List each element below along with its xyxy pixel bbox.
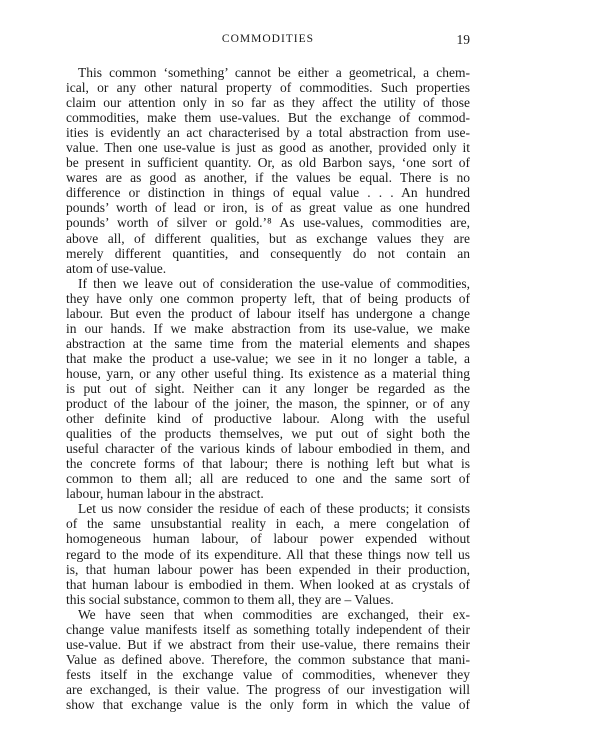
text-line: change value manifests itself as something totally independent of their <box>66 621 470 637</box>
text-line: homogeneous human labour, of labour power expended without <box>66 531 470 547</box>
text-line: show that exchange value is the only form in which the value of <box>66 696 470 712</box>
text-line: abstraction at the same time from the material elements and shapes <box>66 335 470 351</box>
paragraph <box>66 501 470 606</box>
text-line: qualities of the products themselves, we put out of sight both the <box>66 426 470 442</box>
paragraph <box>66 65 470 276</box>
text-line: This common ‘something’ cannot be either a geometrical, a chem- <box>78 65 470 80</box>
text-line: ical, or any other natural property of commodities. Such properties <box>66 80 470 96</box>
text-line: this social substance, common to them all, they are – Values. <box>66 591 394 607</box>
text-line: labour, human labour in the abstract. <box>66 486 264 502</box>
text-line: are exchanged, is their value. The progress of our investigation will <box>66 681 470 697</box>
text-line: they have only one common property left, that of being products of <box>66 290 470 306</box>
text-line: that human labour is embodied in them. When looked at as crystals of <box>66 576 470 592</box>
text-line: house, yarn, or any other useful thing. Its existence as a material thing <box>66 365 470 381</box>
text-line: use-value. But if we abstract from their use-value, there remains their <box>66 636 470 652</box>
page-number: 19 <box>456 32 470 47</box>
text-line: product of the labour of the joiner, the mason, the spinner, or of any <box>66 396 470 412</box>
text-line: ities is evidently an act characterised by a total abstraction from use- <box>66 125 470 141</box>
text-line: pounds’ worth of silver or gold.’⁸ As use-values, commodities are, <box>66 215 470 231</box>
text-line: labour. But even the product of labour itself has undergone a change <box>66 305 470 321</box>
text-line: is, that human labour power has been expended in their production, <box>66 561 470 577</box>
text-line: value. Then one use-value is just as good as another, provided only it <box>66 140 470 156</box>
text-line: If then we leave out of consideration the use-value of commodities, <box>78 275 470 291</box>
text-line: claim our attention only in so far as they affect the utility of those <box>66 95 470 111</box>
text-line: common to them all; all are reduced to one and the same sort of <box>66 471 470 487</box>
text-line: above all, of different qualities, but as exchange values they are <box>66 230 470 246</box>
text-line: wares are as good as another, if the values be equal. There is no <box>66 170 470 186</box>
text-line: regard to the mode of its expenditure. All that these things now tell us <box>66 546 470 562</box>
text-line: useful character of the various kinds of labour embodied in them, and <box>66 441 470 457</box>
text-line: fests itself in the exchange value of commodities, whenever they <box>66 666 470 682</box>
text-line: Value as defined above. Therefore, the common substance that mani- <box>66 651 470 667</box>
text-line: difference or distinction in things of equal value . . . An hundred <box>66 185 470 201</box>
text-line: We have seen that when commodities are exchanged, their ex- <box>78 606 470 622</box>
text-line: is put out of sight. Neither can it any longer be regarded as the <box>66 380 470 396</box>
text-line: the concrete forms of that labour; there is nothing left but what is <box>66 456 470 472</box>
text-line: be present in sufficient quantity. Or, as old Barbon says, ‘one sort of <box>66 155 470 171</box>
text-line: merely different quantities, and consequently do not contain an <box>66 245 470 261</box>
text-line: of the same unsubstantial reality in each, a mere congelation of <box>66 516 470 532</box>
paragraph <box>66 607 470 712</box>
text-line: in our hands. If we make abstraction from its use-value, we make <box>66 320 470 336</box>
running-head <box>66 33 470 49</box>
body-text <box>66 65 470 712</box>
paragraph <box>66 276 470 502</box>
text-line: pounds’ worth of lead or iron, is of as great value as one hundred <box>66 200 470 216</box>
text-line: that make the product a use-value; we see in it no longer a table, a <box>66 350 470 366</box>
text-line: Let us now consider the residue of each of these products; it consists <box>78 501 470 517</box>
chapter-title: COMMODITIES <box>221 33 315 45</box>
text-line: commodities, make them use-values. But the exchange of commod- <box>66 110 470 126</box>
text-line: other definite kind of productive labour. Along with the useful <box>66 411 470 427</box>
text-line: atom of use-value. <box>66 260 167 276</box>
